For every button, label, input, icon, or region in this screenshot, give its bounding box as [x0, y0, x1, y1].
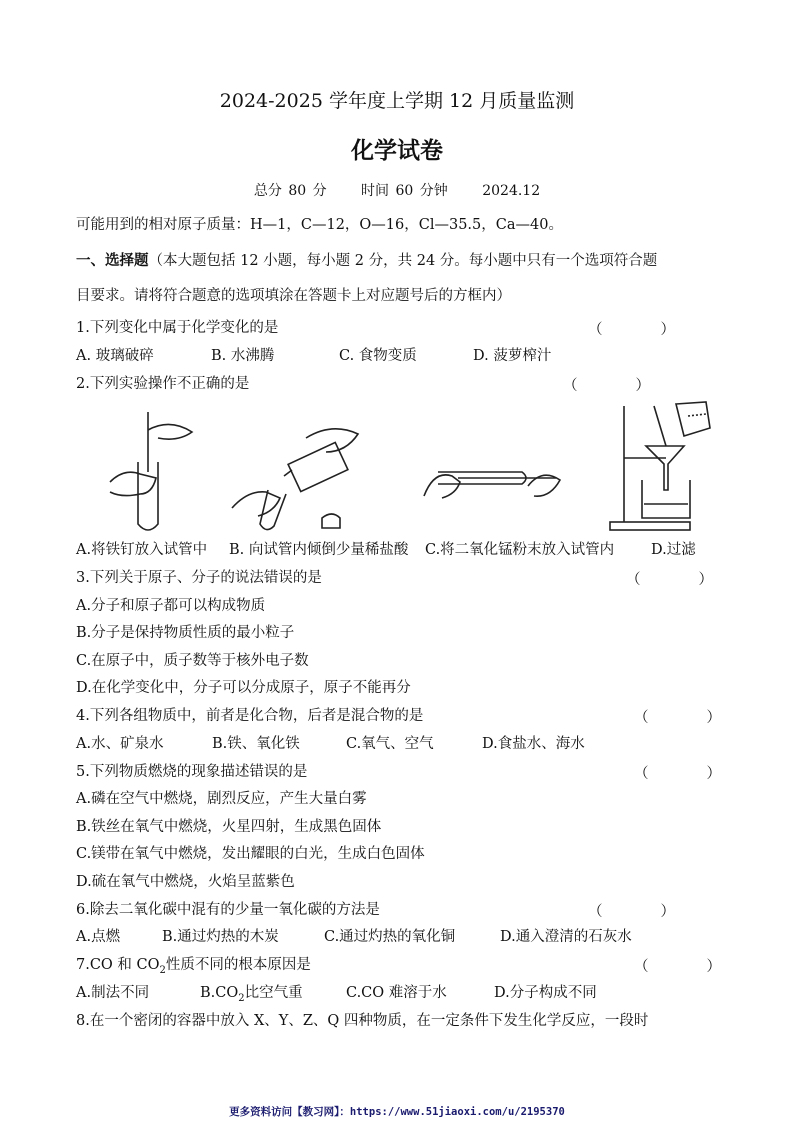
- q2-answer-paren: （ ）: [563, 378, 650, 394]
- q4-option-a: A.水、矿泉水: [76, 736, 164, 752]
- q2-option-a: A.将铁钉放入试管中: [76, 542, 208, 558]
- q5-option-c: C.镁带在氧气中燃烧，发出耀眼的白光，生成白色固体: [76, 846, 425, 862]
- q4-option-b: B.铁、氧化铁: [212, 736, 300, 752]
- q4-stem: 4.下列各组物质中，前者是化合物，后者是混合物的是: [76, 708, 424, 724]
- q4-option-d: D.食盐水、海水: [482, 736, 585, 752]
- q3-option-d: D.在化学变化中，分子可以分成原子，原子不能再分: [76, 680, 411, 696]
- q1-option-a: A. 玻璃破碎: [76, 348, 154, 364]
- q3-option-a: A.分子和原子都可以构成物质: [76, 598, 266, 614]
- q5-answer-paren: （ ）: [634, 766, 721, 782]
- q6-option-d: D.通入澄清的石灰水: [500, 929, 632, 945]
- q7-stem-subscript: 2: [159, 964, 166, 976]
- q7-options: [76, 983, 597, 1009]
- section-title: 一、选择题: [76, 252, 149, 269]
- q4-options: [76, 734, 585, 754]
- footer-link[interactable]: 更多资料访问【教习网】：https://www.51jiaoxi.com/u/2195370: [229, 1106, 565, 1118]
- q6-options: [76, 927, 632, 947]
- q5-option-d: D.硫在氧气中燃烧，火焰呈蓝紫色: [76, 874, 295, 890]
- atomic-mass-note: 可能用到的相对原子质量：H—1，C—12，O—16，Cl—35.5，Ca—40。: [76, 217, 563, 233]
- exam-time: 时间 60 分钟: [361, 183, 448, 199]
- filtration-figure: [606, 398, 722, 534]
- q6-option-a: A.点燃: [76, 929, 121, 945]
- q1-option-c: C. 食物变质: [339, 348, 417, 364]
- exam-subtitle: 化学试卷: [351, 137, 443, 164]
- exam-meta: [0, 180, 794, 200]
- q2-option-b: B. 向试管内倾倒少量稀盐酸: [229, 542, 409, 558]
- q7-option-b: [200, 983, 346, 1009]
- q6-option-c: C.通过灼热的氧化铜: [324, 929, 456, 945]
- test-tube-nail-figure: [100, 402, 210, 536]
- q7-answer-paren: （ ）: [634, 959, 721, 975]
- q2-option-d: D.过滤: [651, 542, 696, 558]
- q6-stem: 6.除去二氧化碳中混有的少量一氧化碳的方法是: [76, 902, 380, 918]
- q3-option-c: C.在原子中，质子数等于核外电子数: [76, 653, 309, 669]
- q7-option-b-subscript: 2: [238, 992, 245, 1004]
- q7-option-b-text: B.CO: [200, 985, 239, 1001]
- q1-options: [76, 346, 551, 366]
- q5-stem: 5.下列物质燃烧的现象描述错误的是: [76, 764, 308, 780]
- q4-answer-paren: （ ）: [634, 710, 721, 726]
- section-desc-1: （本大题包括 12 小题，每小题 2 分，共 24 分。每小题中只有一个选项符合题: [148, 253, 658, 269]
- q6-answer-paren: （ ）: [588, 904, 675, 920]
- exam-title: 2024-2025 学年度上学期 12 月质量监测: [219, 90, 575, 112]
- powder-into-tube-figure: [418, 446, 568, 508]
- total-score: 总分 80 分: [253, 183, 327, 199]
- q3-stem: 3.下列关于原子、分子的说法错误的是: [76, 570, 322, 586]
- q7-stem-text-end: 性质不同的根本原因是: [165, 957, 311, 973]
- section-heading: [76, 251, 657, 271]
- q7-option-d: D.分子构成不同: [494, 985, 597, 1001]
- q7-option-a: A.制法不同: [76, 985, 150, 1001]
- q7-stem: [76, 955, 311, 981]
- exam-date: 2024.12: [482, 183, 541, 199]
- q3-option-b: B.分子是保持物质性质的最小粒子: [76, 625, 295, 641]
- q1-option-d: D. 菠萝榨汁: [473, 348, 552, 364]
- q2-option-c: C.将二氧化锰粉末放入试管内: [425, 542, 615, 558]
- q3-answer-paren: （ ）: [626, 572, 713, 588]
- q5-option-a: A.磷在空气中燃烧，剧烈反应，产生大量白雾: [76, 791, 367, 807]
- q8-stem: 8.在一个密闭的容器中放入 X、Y、Z、Q 四种物质，在一定条件下发生化学反应，一段时: [76, 1013, 649, 1029]
- q5-option-b: B.铁丝在氧气中燃烧，火星四射，生成黑色固体: [76, 819, 382, 835]
- q1-option-b: B. 水沸腾: [211, 348, 275, 364]
- q2-stem: 2.下列实验操作不正确的是: [76, 376, 250, 392]
- section-desc-2: 目要求。请将符合题意的选项填涂在答题卡上对应题号后的方框内）: [76, 288, 511, 304]
- pouring-acid-figure: [222, 412, 372, 536]
- q1-stem: 1.下列变化中属于化学变化的是: [76, 320, 279, 336]
- q7-option-b-text-end: 比空气重: [244, 985, 303, 1001]
- q7-option-c: C.CO 难溶于水: [346, 985, 447, 1001]
- q2-options: [76, 540, 696, 560]
- q6-option-b: B.通过灼热的木炭: [162, 929, 279, 945]
- q7-stem-text: 7.CO 和 CO: [76, 957, 160, 973]
- q4-option-c: C.氧气、空气: [346, 736, 434, 752]
- q1-answer-paren: （ ）: [588, 322, 675, 338]
